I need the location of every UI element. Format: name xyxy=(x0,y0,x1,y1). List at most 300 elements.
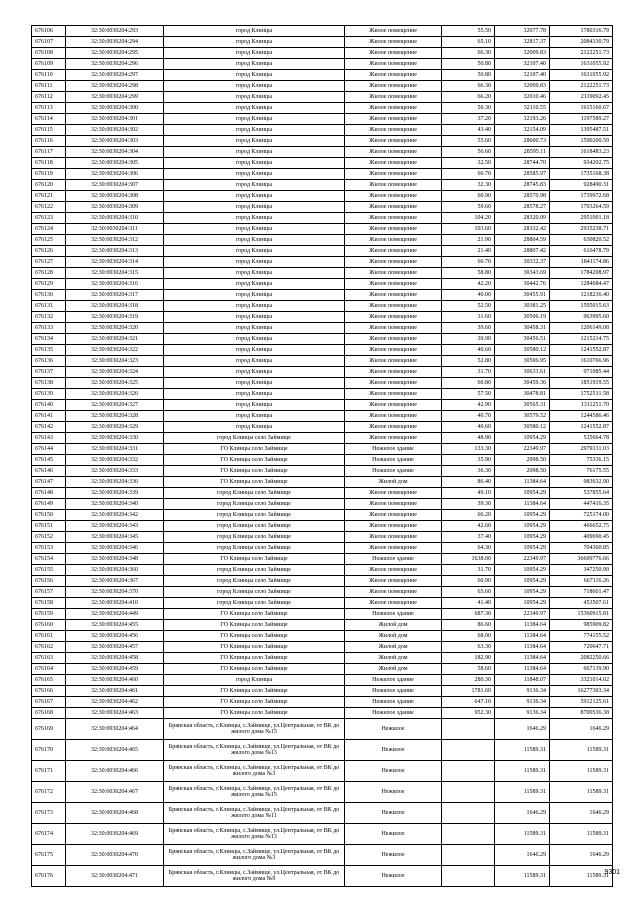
cadastral-number-cell: 32:30:0030204:296 xyxy=(66,59,164,70)
address-cell: город Клинцы село Займище xyxy=(164,532,345,543)
table-row xyxy=(32,125,613,136)
address-cell: ГО Клинцы село Займище xyxy=(164,697,345,708)
cadastral-number-cell: 32:30:0030204:326 xyxy=(66,389,164,400)
address-cell: ГО Клинцы село Займище xyxy=(164,609,345,620)
address-cell: город Клинцы село Займище xyxy=(164,543,345,554)
area-cell: 31.70 xyxy=(442,367,495,378)
unit-value-cell: 28332.42 xyxy=(495,224,550,235)
area-cell: 32.50 xyxy=(442,158,495,169)
cadastral-value-cell: 1215214.75 xyxy=(550,334,613,345)
object-type-cell: Нежилое здание xyxy=(345,675,442,686)
cadastral-value-cell: 2122251.73 xyxy=(550,81,613,92)
cadastral-value-cell: 347250.99 xyxy=(550,565,613,576)
row-number-cell: 676110 xyxy=(32,70,66,81)
unit-value-cell: 2098.50 xyxy=(495,455,550,466)
row-number-cell: 676142 xyxy=(32,422,66,433)
area-cell: 39.60 xyxy=(442,323,495,334)
address-cell: город Клинцы село Займище xyxy=(164,587,345,598)
cadastral-number-cell: 32:30:0030204:309 xyxy=(66,202,164,213)
table-row xyxy=(32,202,613,213)
row-number-cell: 676131 xyxy=(32,301,66,312)
cadastral-number-cell: 32:30:0030204:339 xyxy=(66,488,164,499)
cadastral-number-cell: 32:30:0030204:319 xyxy=(66,312,164,323)
area-cell: 39.90 xyxy=(442,334,495,345)
unit-value-cell: 11384.64 xyxy=(495,631,550,642)
area-cell: 31.70 xyxy=(442,565,495,576)
cadastral-value-cell: 1615160.67 xyxy=(550,103,613,114)
cadastral-value-cell: 1739972.68 xyxy=(550,191,613,202)
address-cell: город Клинцы xyxy=(164,202,345,213)
area-cell: 86.40 xyxy=(442,477,495,488)
area-cell: 60.90 xyxy=(442,191,495,202)
unit-value-cell: 32154.09 xyxy=(495,125,550,136)
cadastral-number-cell: 32:30:0030204:300 xyxy=(66,103,164,114)
cadastral-number-cell: 32:30:0030204:313 xyxy=(66,246,164,257)
cadastral-number-cell: 32:30:0030204:449 xyxy=(66,609,164,620)
cadastral-number-cell: 32:30:0030204:370 xyxy=(66,587,164,598)
table-row xyxy=(32,521,613,532)
cadastral-value-cell: 3321014.02 xyxy=(550,675,613,686)
object-type-cell: Жилое помещение xyxy=(345,378,442,389)
row-number-cell: 676119 xyxy=(32,169,66,180)
table-row xyxy=(32,845,613,866)
cadastral-value-cell: 1241552.87 xyxy=(550,422,613,433)
area-cell: 42.20 xyxy=(442,279,495,290)
cadastral-value-cell: 1395487.51 xyxy=(550,125,613,136)
unit-value-cell: 11589.31 xyxy=(495,761,550,782)
cadastral-number-cell: 32:30:0030204:360 xyxy=(66,565,164,576)
unit-value-cell: 10954.29 xyxy=(495,598,550,609)
cadastral-value-cell: 963995.60 xyxy=(550,312,613,323)
cadastral-value-cell: 535664.78 xyxy=(550,433,613,444)
row-number-cell: 676128 xyxy=(32,268,66,279)
address-cell: город Клинцы xyxy=(164,675,345,686)
table-row xyxy=(32,422,613,433)
unit-value-cell: 1646.29 xyxy=(495,719,550,740)
object-type-cell: Нежилое здание xyxy=(345,708,442,719)
address-cell: город Клинцы xyxy=(164,235,345,246)
object-type-cell: Жилое помещение xyxy=(345,180,442,191)
area-cell: 66.30 xyxy=(442,48,495,59)
cadastral-value-cell: 934202.75 xyxy=(550,158,613,169)
row-number-cell: 676135 xyxy=(32,345,66,356)
cadastral-value-cell: 2119092.45 xyxy=(550,92,613,103)
unit-value-cell: 30478.81 xyxy=(495,389,550,400)
cadastral-number-cell: 32:30:0030204:459 xyxy=(66,664,164,675)
row-number-cell: 676118 xyxy=(32,158,66,169)
address-cell: ГО Клинцы село Займище xyxy=(164,466,345,477)
row-number-cell: 676165 xyxy=(32,675,66,686)
object-type-cell: Жилое помещение xyxy=(345,202,442,213)
object-type-cell: Жилое помещение xyxy=(345,147,442,158)
area-cell: 55.50 xyxy=(442,26,495,37)
object-type-cell: Нежилое xyxy=(345,719,442,740)
table-row xyxy=(32,279,613,290)
row-number-cell: 676120 xyxy=(32,180,66,191)
object-type-cell: Жилое помещение xyxy=(345,334,442,345)
row-number-cell: 676146 xyxy=(32,466,66,477)
table-body xyxy=(32,26,613,887)
cadastral-number-cell: 32:30:0030204:315 xyxy=(66,268,164,279)
table-row xyxy=(32,719,613,740)
area-cell: 36.30 xyxy=(442,466,495,477)
cadastral-number-cell: 32:30:0030204:306 xyxy=(66,169,164,180)
cadastral-number-cell: 32:30:0030204:305 xyxy=(66,158,164,169)
table-row xyxy=(32,235,613,246)
unit-value-cell: 9136.34 xyxy=(495,708,550,719)
address-cell: город Клинцы xyxy=(164,411,345,422)
area-cell: 40.70 xyxy=(442,411,495,422)
area-cell: 50.30 xyxy=(442,103,495,114)
object-type-cell: Жилое помещение xyxy=(345,587,442,598)
table-row xyxy=(32,466,613,477)
table-row xyxy=(32,334,613,345)
unit-value-cell: 30580.12 xyxy=(495,422,550,433)
area-cell: 21.40 xyxy=(442,246,495,257)
unit-value-cell: 10954.29 xyxy=(495,565,550,576)
object-type-cell: Жилое помещение xyxy=(345,367,442,378)
row-number-cell: 676166 xyxy=(32,686,66,697)
cadastral-number-cell: 32:30:0030204:316 xyxy=(66,279,164,290)
address-cell: Брянская область, г.Клинцы, с.Займище, ул.Центральная, от ВК до жилого дома №3 xyxy=(164,845,345,866)
cadastral-number-cell: 32:30:0030204:331 xyxy=(66,444,164,455)
table-row xyxy=(32,631,613,642)
cadastral-value-cell: 774155.52 xyxy=(550,631,613,642)
cadastral-number-cell: 32:30:0030204:310 xyxy=(66,213,164,224)
row-number-cell: 676176 xyxy=(32,866,66,887)
area-cell: 52.50 xyxy=(442,301,495,312)
cadastral-number-cell: 32:30:0030204:323 xyxy=(66,356,164,367)
unit-value-cell: 30459.36 xyxy=(495,378,550,389)
row-number-cell: 676112 xyxy=(32,92,66,103)
cadastral-value-cell: 985909.82 xyxy=(550,620,613,631)
cadastral-number-cell: 32:30:0030204:322 xyxy=(66,345,164,356)
table-row xyxy=(32,411,613,422)
area-cell: 58.80 xyxy=(442,268,495,279)
row-number-cell: 676143 xyxy=(32,433,66,444)
cadastral-number-cell: 32:30:0030204:348 xyxy=(66,554,164,565)
row-number-cell: 676144 xyxy=(32,444,66,455)
table-row xyxy=(32,136,613,147)
table-row xyxy=(32,664,613,675)
address-cell: город Клинцы xyxy=(164,334,345,345)
cadastral-value-cell: 1590200.59 xyxy=(550,136,613,147)
area-cell: 49.10 xyxy=(442,488,495,499)
table-row xyxy=(32,510,613,521)
cadastral-value-cell: 720647.71 xyxy=(550,642,613,653)
area-cell: 40.60 xyxy=(442,422,495,433)
area-cell: 66.20 xyxy=(442,92,495,103)
cadastral-number-cell: 32:30:0030204:329 xyxy=(66,422,164,433)
address-cell: Брянская область, г.Клинцы, с.Займище, ул.Центральная, от ВК до жилого дома №15 xyxy=(164,782,345,803)
cadastral-number-cell: 32:30:0030204:298 xyxy=(66,81,164,92)
cadastral-number-cell: 32:30:0030204:332 xyxy=(66,455,164,466)
cadastral-number-cell: 32:30:0030204:317 xyxy=(66,290,164,301)
address-cell: город Клинцы xyxy=(164,345,345,356)
cadastral-value-cell: 1851919.55 xyxy=(550,378,613,389)
area-cell: 39.30 xyxy=(442,499,495,510)
object-type-cell: Жилое помещение xyxy=(345,235,442,246)
table-row xyxy=(32,587,613,598)
row-number-cell: 676151 xyxy=(32,521,66,532)
area-cell: 280.30 xyxy=(442,675,495,686)
address-cell: город Клинцы xyxy=(164,103,345,114)
address-cell: город Клинцы xyxy=(164,323,345,334)
cadastral-value-cell: 1780316.79 xyxy=(550,26,613,37)
cadastral-number-cell: 32:30:0030204:321 xyxy=(66,334,164,345)
area-cell xyxy=(442,803,495,824)
object-type-cell: Жилое помещение xyxy=(345,257,442,268)
cadastral-value-cell: 1284684.47 xyxy=(550,279,613,290)
cadastral-value-cell: 409690.45 xyxy=(550,532,613,543)
cadastral-number-cell: 32:30:0030204:320 xyxy=(66,323,164,334)
table-row xyxy=(32,697,613,708)
row-number-cell: 676174 xyxy=(32,824,66,845)
address-cell: город Клинцы село Займище xyxy=(164,565,345,576)
row-number-cell: 676158 xyxy=(32,598,66,609)
address-cell: город Клинцы xyxy=(164,224,345,235)
cadastral-value-table xyxy=(31,25,613,887)
address-cell: город Клинцы xyxy=(164,158,345,169)
table-row xyxy=(32,686,613,697)
object-type-cell: Нежилое здание xyxy=(345,609,442,620)
object-type-cell: Нежилое xyxy=(345,803,442,824)
table-row xyxy=(32,782,613,803)
unit-value-cell: 30458.31 xyxy=(495,323,550,334)
cadastral-value-cell: 1618483.23 xyxy=(550,147,613,158)
row-number-cell: 676159 xyxy=(32,609,66,620)
table-row xyxy=(32,803,613,824)
table-row xyxy=(32,257,613,268)
address-cell: ГО Клинцы село Займище xyxy=(164,686,345,697)
unit-value-cell: 28745.83 xyxy=(495,180,550,191)
cadastral-value-cell: 11589.31 xyxy=(550,866,613,887)
unit-value-cell: 11384.64 xyxy=(495,664,550,675)
area-cell xyxy=(442,845,495,866)
object-type-cell: Нежилое здание xyxy=(345,554,442,565)
cadastral-number-cell: 32:30:0030204:302 xyxy=(66,125,164,136)
row-number-cell: 676122 xyxy=(32,202,66,213)
address-cell: Брянская область, г.Клинцы, с.Займище, ул.Центральная, от ВК до жилого дома №11 xyxy=(164,803,345,824)
unit-value-cell: 2098.50 xyxy=(495,466,550,477)
cadastral-value-cell: 1311251.70 xyxy=(550,400,613,411)
table-row xyxy=(32,675,613,686)
object-type-cell: Нежилое здание xyxy=(345,697,442,708)
cadastral-value-cell: 11589.31 xyxy=(550,740,613,761)
unit-value-cell: 28578.27 xyxy=(495,202,550,213)
cadastral-value-cell: 447416.35 xyxy=(550,499,613,510)
area-cell: 40.00 xyxy=(442,290,495,301)
cadastral-value-cell: 1241552.87 xyxy=(550,345,613,356)
object-type-cell: Нежилое здание xyxy=(345,686,442,697)
unit-value-cell: 11589.31 xyxy=(495,740,550,761)
cadastral-value-cell: 971085.44 xyxy=(550,367,613,378)
row-number-cell: 676136 xyxy=(32,356,66,367)
object-type-cell: Нежилое xyxy=(345,866,442,887)
object-type-cell: Жилое помещение xyxy=(345,499,442,510)
table-row xyxy=(32,620,613,631)
object-type-cell: Жилое помещение xyxy=(345,510,442,521)
row-number-cell: 676106 xyxy=(32,26,66,37)
table-row xyxy=(32,169,613,180)
address-cell: город Клинцы xyxy=(164,268,345,279)
area-cell: 40.60 xyxy=(442,345,495,356)
table-row xyxy=(32,488,613,499)
object-type-cell: Жилое помещение xyxy=(345,532,442,543)
area-cell: 182.90 xyxy=(442,653,495,664)
address-cell: город Клинцы xyxy=(164,191,345,202)
cadastral-value-cell: 725174.00 xyxy=(550,510,613,521)
cadastral-value-cell: 453507.61 xyxy=(550,598,613,609)
cadastral-number-cell: 32:30:0030204:343 xyxy=(66,521,164,532)
unit-value-cell: 30633.61 xyxy=(495,367,550,378)
address-cell: город Клинцы xyxy=(164,400,345,411)
area-cell: 65.60 xyxy=(442,587,495,598)
unit-value-cell: 1646.29 xyxy=(495,803,550,824)
unit-value-cell: 32107.40 xyxy=(495,59,550,70)
object-type-cell: Жилое помещение xyxy=(345,400,442,411)
table-row xyxy=(32,761,613,782)
unit-value-cell: 32817.37 xyxy=(495,37,550,48)
cadastral-value-cell: 15360915.81 xyxy=(550,609,613,620)
row-number-cell: 676133 xyxy=(32,323,66,334)
table-row xyxy=(32,598,613,609)
area-cell: 60.90 xyxy=(442,576,495,587)
object-type-cell: Жилое помещение xyxy=(345,125,442,136)
object-type-cell: Нежилое здание xyxy=(345,455,442,466)
row-number-cell: 676171 xyxy=(32,761,66,782)
cadastral-number-cell: 32:30:0030204:328 xyxy=(66,411,164,422)
area-cell: 41.40 xyxy=(442,598,495,609)
object-type-cell: Жилое помещение xyxy=(345,136,442,147)
table-row xyxy=(32,323,613,334)
table-row xyxy=(32,158,613,169)
row-number-cell: 676139 xyxy=(32,389,66,400)
table-row xyxy=(32,609,613,620)
table-row xyxy=(32,576,613,587)
row-number-cell: 676172 xyxy=(32,782,66,803)
object-type-cell: Нежилое здание xyxy=(345,444,442,455)
area-cell: 37.40 xyxy=(442,532,495,543)
row-number-cell: 676125 xyxy=(32,235,66,246)
cadastral-value-cell: 2084330.79 xyxy=(550,37,613,48)
unit-value-cell: 22349.97 xyxy=(495,554,550,565)
object-type-cell: Жилое помещение xyxy=(345,301,442,312)
unit-value-cell: 11384.64 xyxy=(495,653,550,664)
area-cell: 52.80 xyxy=(442,356,495,367)
unit-value-cell: 30455.91 xyxy=(495,290,550,301)
area-cell: 66.20 xyxy=(442,510,495,521)
cadastral-number-cell: 32:30:0030204:304 xyxy=(66,147,164,158)
cadastral-value-cell: 2122251.73 xyxy=(550,48,613,59)
row-number-cell: 676121 xyxy=(32,191,66,202)
cadastral-number-cell: 32:30:0030204:466 xyxy=(66,761,164,782)
address-cell: город Клинцы село Займище xyxy=(164,576,345,587)
row-number-cell: 676175 xyxy=(32,845,66,866)
unit-value-cell: 28320.09 xyxy=(495,213,550,224)
address-cell: город Клинцы село Займище xyxy=(164,488,345,499)
unit-value-cell: 10954.29 xyxy=(495,532,550,543)
area-cell: 647.10 xyxy=(442,697,495,708)
object-type-cell: Жилое помещение xyxy=(345,312,442,323)
address-cell: город Клинцы xyxy=(164,279,345,290)
area-cell: 952.30 xyxy=(442,708,495,719)
row-number-cell: 676126 xyxy=(32,246,66,257)
area-cell: 86.60 xyxy=(442,620,495,631)
cadastral-number-cell: 32:30:0030204:308 xyxy=(66,191,164,202)
cadastral-value-cell: 630820.52 xyxy=(550,235,613,246)
row-number-cell: 676163 xyxy=(32,653,66,664)
object-type-cell: Жилое помещение xyxy=(345,356,442,367)
address-cell: город Клинцы село Займище xyxy=(164,598,345,609)
address-cell: город Клинцы xyxy=(164,389,345,400)
table-row xyxy=(32,26,613,37)
cadastral-number-cell: 32:30:0030204:325 xyxy=(66,378,164,389)
address-cell: город Клинцы xyxy=(164,147,345,158)
table-row xyxy=(32,356,613,367)
address-cell: Брянская область, г.Клинцы, с.Займище, ул.Центральная, от ВК до жилого дома №13 xyxy=(164,824,345,845)
cadastral-number-cell: 32:30:0030204:324 xyxy=(66,367,164,378)
cadastral-value-cell: 667139.90 xyxy=(550,664,613,675)
row-number-cell: 676129 xyxy=(32,279,66,290)
area-cell: 1638.00 xyxy=(442,554,495,565)
cadastral-value-cell: 5912125.61 xyxy=(550,697,613,708)
table-row xyxy=(32,59,613,70)
row-number-cell: 676152 xyxy=(32,532,66,543)
unit-value-cell: 28585.97 xyxy=(495,169,550,180)
object-type-cell: Нежилое здание xyxy=(345,466,442,477)
table-row xyxy=(32,213,613,224)
cadastral-number-cell: 32:30:0030204:345 xyxy=(66,532,164,543)
address-cell: город Клинцы xyxy=(164,246,345,257)
unit-value-cell: 11589.31 xyxy=(495,824,550,845)
object-type-cell: Жилое помещение xyxy=(345,279,442,290)
object-type-cell: Жилое помещение xyxy=(345,169,442,180)
address-cell: город Клинцы село Займище xyxy=(164,510,345,521)
address-cell: Брянская область, г.Клинцы, с.Займище, ул.Центральная, от ВК до жилого дома №13 xyxy=(164,740,345,761)
address-cell: город Клинцы xyxy=(164,59,345,70)
address-cell: ГО Клинцы село Займище xyxy=(164,642,345,653)
cadastral-number-cell: 32:30:0030204:342 xyxy=(66,510,164,521)
object-type-cell: Жилое помещение xyxy=(345,345,442,356)
area-cell: 43.40 xyxy=(442,125,495,136)
area-cell: 55.60 xyxy=(442,136,495,147)
cadastral-number-cell: 32:30:0030204:462 xyxy=(66,697,164,708)
row-number-cell: 676173 xyxy=(32,803,66,824)
cadastral-value-cell: 36609776.66 xyxy=(550,554,613,565)
unit-value-cell: 11589.31 xyxy=(495,866,550,887)
table-row xyxy=(32,433,613,444)
unit-value-cell: 10954.29 xyxy=(495,576,550,587)
object-type-cell: Жилое помещение xyxy=(345,114,442,125)
unit-value-cell: 30579.52 xyxy=(495,411,550,422)
address-cell: город Клинцы xyxy=(164,378,345,389)
cadastral-number-cell: 32:30:0030204:467 xyxy=(66,782,164,803)
object-type-cell: Жилое помещение xyxy=(345,191,442,202)
unit-value-cell: 30456.51 xyxy=(495,334,550,345)
row-number-cell: 676147 xyxy=(32,477,66,488)
area-cell: 56.60 xyxy=(442,147,495,158)
unit-value-cell: 32009.83 xyxy=(495,81,550,92)
area-cell: 31.60 xyxy=(442,312,495,323)
cadastral-number-cell: 32:30:0030204:460 xyxy=(66,675,164,686)
area-cell xyxy=(442,740,495,761)
object-type-cell: Жилое помещение xyxy=(345,598,442,609)
row-number-cell: 676156 xyxy=(32,576,66,587)
address-cell: город Клинцы xyxy=(164,312,345,323)
cadastral-value-cell: 1595015.63 xyxy=(550,301,613,312)
address-cell: город Клинцы xyxy=(164,37,345,48)
